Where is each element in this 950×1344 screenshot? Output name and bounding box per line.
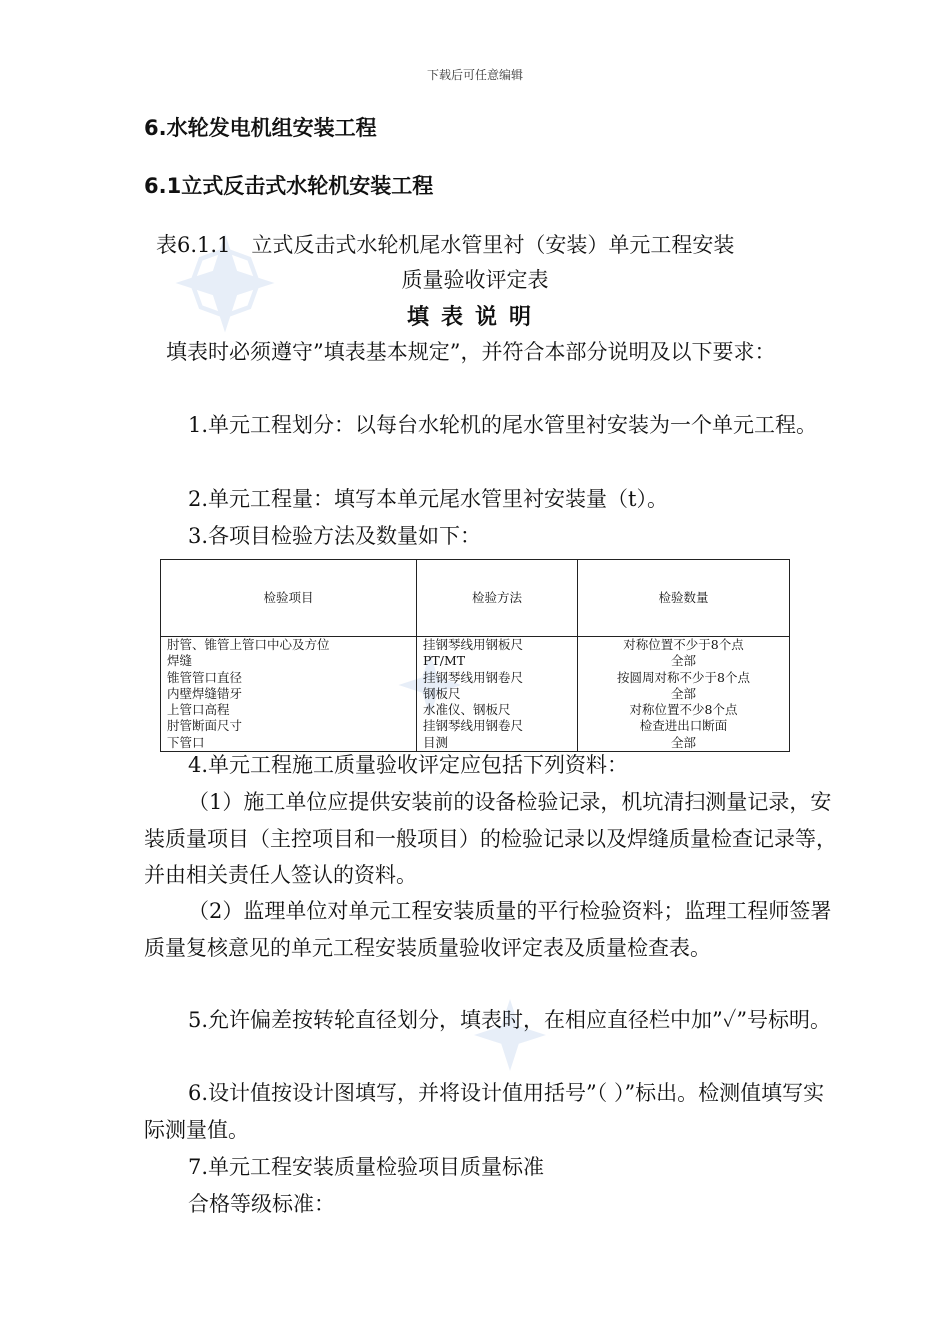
table-cell: 全部 [578,686,790,702]
intro-paragraph: 填表时必须遵守”填表基本规定”，并符合本部分说明及以下要求： [166,340,776,364]
table-cell: 全部 [578,735,790,752]
table-cell: 下管口 [161,735,417,752]
table-row [161,653,790,669]
item-7: 7.单元工程安装质量检验项目质量标准 [188,1155,545,1179]
item-4: 4.单元工程施工质量验收评定应包括下列资料： [188,753,629,777]
table-cell: 对称位置不少8个点 [578,702,790,718]
table-cell: 目测 [417,735,578,752]
table-cell: 按圆周对称不少于8个点 [578,670,790,686]
table-caption-line1: 表6.1.1 立式反击式水轮机尾水管里衬（安装）单元工程安装 [156,233,735,257]
table-caption-line2: 质量验收评定表 [401,268,549,292]
table-row [161,670,790,686]
table-cell: PT/MT [417,653,578,669]
subsection-title: 6.1立式反击式水轮机安装工程 [144,174,434,198]
notes-title: 填表说明 [406,305,543,330]
item-5: 5.允许偏差按转轮直径划分，填表时，在相应直径栏中加”✓”号标明。 [188,1008,832,1032]
table-cell: 检查进出口断面 [578,718,790,734]
table-cell: 挂钢琴线用钢卷尺 [417,670,578,686]
item-4-2: （2）监理单位对单元工程安装质量的平行检验资料；监理工程师签署质量复核意见的单元工程安装质量验收评定表及质量检查表。 [144,899,832,960]
section-title: 6.水轮发电机组安装工程 [144,116,377,140]
item-1: 1.单元工程划分：以每台水轮机的尾水管里衬安装为一个单元工程。 [188,413,818,437]
table-row [161,686,790,702]
table-row [161,702,790,718]
inspection-table [160,559,790,752]
table-cell: 全部 [578,653,790,669]
table-cell: 钢板尺 [417,686,578,702]
item-3: 3.各项目检验方法及数量如下： [188,524,482,548]
table-cell: 水准仪、钢板尺 [417,702,578,718]
table-cell: 内壁焊缝错牙 [161,686,417,702]
table-cell: 上管口高程 [161,702,417,718]
table-header-row [161,560,790,637]
header-cell: 检验项目 [161,560,417,637]
header-cell: 检验数量 [578,560,790,637]
table-cell: 挂钢琴线用钢卷尺 [417,718,578,734]
table-cell: 对称位置不少于8个点 [578,637,790,654]
item-6: 6.设计值按设计图填写，并将设计值用括号”（ ）”标出。检测值填写实际测量值。 [144,1081,825,1142]
table-cell: 焊缝 [161,653,417,669]
table-cell: 肘管、锥管上管口中心及方位 [161,637,417,654]
table-cell: 肘管断面尺寸 [161,718,417,734]
header-note: 下载后可任意编辑 [426,68,523,82]
table-cell: 锥管管口直径 [161,670,417,686]
table-row [161,718,790,734]
header-cell: 检验方法 [417,560,578,637]
item-4-1: （1）施工单位应提供安装前的设备检验记录，机坑清扫测量记录，安装质量项目（主控项目和一般项目）的检验记录以及焊缝质量检查记录等，并由相关责任人签认的资料。 [144,790,837,887]
table-row [161,637,790,654]
item-7-sub: 合格等级标准： [188,1192,335,1216]
item-2: 2.单元工程量：填写本单元尾水管里衬安装量（t）。 [188,487,668,511]
table-cell: 挂钢琴线用钢板尺 [417,637,578,654]
